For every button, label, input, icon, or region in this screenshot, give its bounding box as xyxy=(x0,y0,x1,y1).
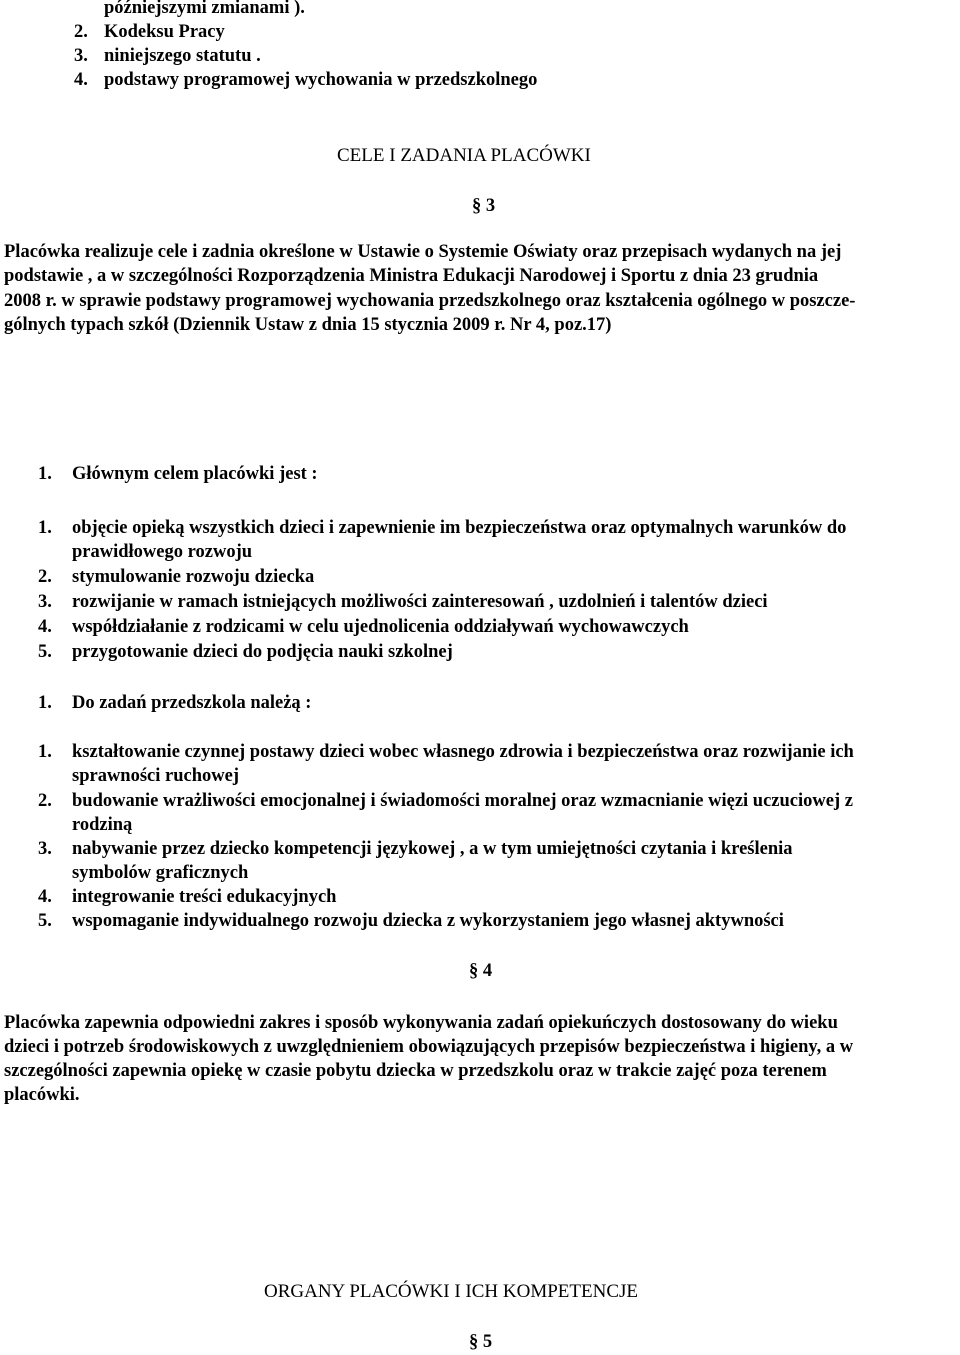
paragraph-symbol-5: § 5 xyxy=(469,1332,493,1352)
subheading-main-goal: Głównym celem placówki jest : xyxy=(72,464,318,484)
list-item-number: 5. xyxy=(38,642,52,662)
paragraph-line: 2008 r. w sprawie podstawy programowej wychowania przedszkolnego oraz kształcenia ogólnego w poszcze- xyxy=(4,291,856,311)
list-item-text: współdziałanie z rodzicami w celu ujednolicenia oddziaływań wychowawczych xyxy=(72,617,689,637)
section-heading-cele: CELE I ZADANIA PLACÓWKI xyxy=(337,145,591,166)
list-item-text: rodziną xyxy=(72,815,133,835)
subheading-number: 1. xyxy=(38,693,52,713)
list-item-text: symbolów graficznych xyxy=(72,863,249,883)
list-continuation: późniejszymi zmianami ). xyxy=(104,0,305,18)
paragraph-line: podstawie , a w szczególności Rozporządzenia Ministra Edukacji Narodowej i Sportu z dnia 23 grudnia xyxy=(4,266,819,286)
list-item-number: 3. xyxy=(74,46,88,66)
list-item-text: rozwijanie w ramach istniejących możliwości zainteresowań , uzdolnień i talentów dzieci xyxy=(72,592,768,612)
paragraph-line: Placówka realizuje cele i zadnia określone w Ustawie o Systemie Oświaty oraz przepisach wydanych na jej xyxy=(4,242,842,262)
list-item-text: podstawy programowej wychowania w przedszkolnego xyxy=(104,70,538,90)
paragraph-line: Placówka zapewnia odpowiedni zakres i sposób wykonywania zadań opiekuńczych dostosowany do wieku xyxy=(4,1013,838,1033)
list-item-number: 5. xyxy=(38,911,52,931)
list-item-number: 1. xyxy=(38,518,52,538)
list-item-number: 4. xyxy=(38,887,52,907)
list-item-text: objęcie opieką wszystkich dzieci i zapewnienie im bezpieczeństwa oraz optymalnych warunków do xyxy=(72,518,847,538)
list-item-text: wspomaganie indywidualnego rozwoju dziecka z wykorzystaniem jego własnej aktywności xyxy=(72,911,784,931)
list-item-number: 1. xyxy=(38,742,52,762)
paragraph-line: szczególności zapewnia opiekę w czasie pobytu dziecka w przedszkolu oraz w trakcie zajęć poza terenem xyxy=(4,1061,827,1081)
list-item-text: prawidłowego rozwoju xyxy=(72,542,253,562)
list-item-text: Kodeksu Pracy xyxy=(104,22,225,42)
list-item-number: 3. xyxy=(38,839,52,859)
subheading-number: 1. xyxy=(38,464,52,484)
list-item-text: przygotowanie dzieci do podjęcia nauki szkolnej xyxy=(72,642,453,662)
list-item-number: 4. xyxy=(74,70,88,90)
list-item-number: 2. xyxy=(38,567,52,587)
list-item-text: nabywanie przez dziecko kompetencji językowej , a w tym umiejętności czytania i kreślenia xyxy=(72,839,793,859)
list-item-text: niniejszego statutu . xyxy=(104,46,261,66)
list-item-text: sprawności ruchowej xyxy=(72,766,240,786)
list-item-text: budowanie wrażliwości emocjonalnej i świadomości moralnej oraz wzmacnianie więzi uczuciowej z xyxy=(72,791,853,811)
paragraph-symbol-4: § 4 xyxy=(469,961,493,981)
list-item-text: kształtowanie czynnej postawy dzieci wobec własnego zdrowia i bezpieczeństwa oraz rozwijanie ich xyxy=(72,742,854,762)
subheading-tasks: Do zadań przedszkola należą : xyxy=(72,693,312,713)
paragraph-line: placówki. xyxy=(4,1085,80,1105)
paragraph-line: gólnych typach szkół (Dziennik Ustaw z dnia 15 stycznia 2009 r. Nr 4, poz.17) xyxy=(4,315,612,335)
list-item-number: 2. xyxy=(74,22,88,42)
list-item-text: integrowanie treści edukacyjnych xyxy=(72,887,337,907)
list-item-text: stymulowanie rozwoju dziecka xyxy=(72,567,315,587)
list-item-number: 4. xyxy=(38,617,52,637)
paragraph-symbol-3: § 3 xyxy=(472,196,496,216)
section-heading-organy: ORGANY PLACÓWKI I ICH KOMPETENCJE xyxy=(264,1281,639,1302)
paragraph-line: dzieci i potrzeb środowiskowych z uwzględnieniem obowiązujących przepisów bezpieczeństwa i higieny, a w xyxy=(4,1037,854,1057)
list-item-number: 2. xyxy=(38,791,52,811)
list-item-number: 3. xyxy=(38,592,52,612)
